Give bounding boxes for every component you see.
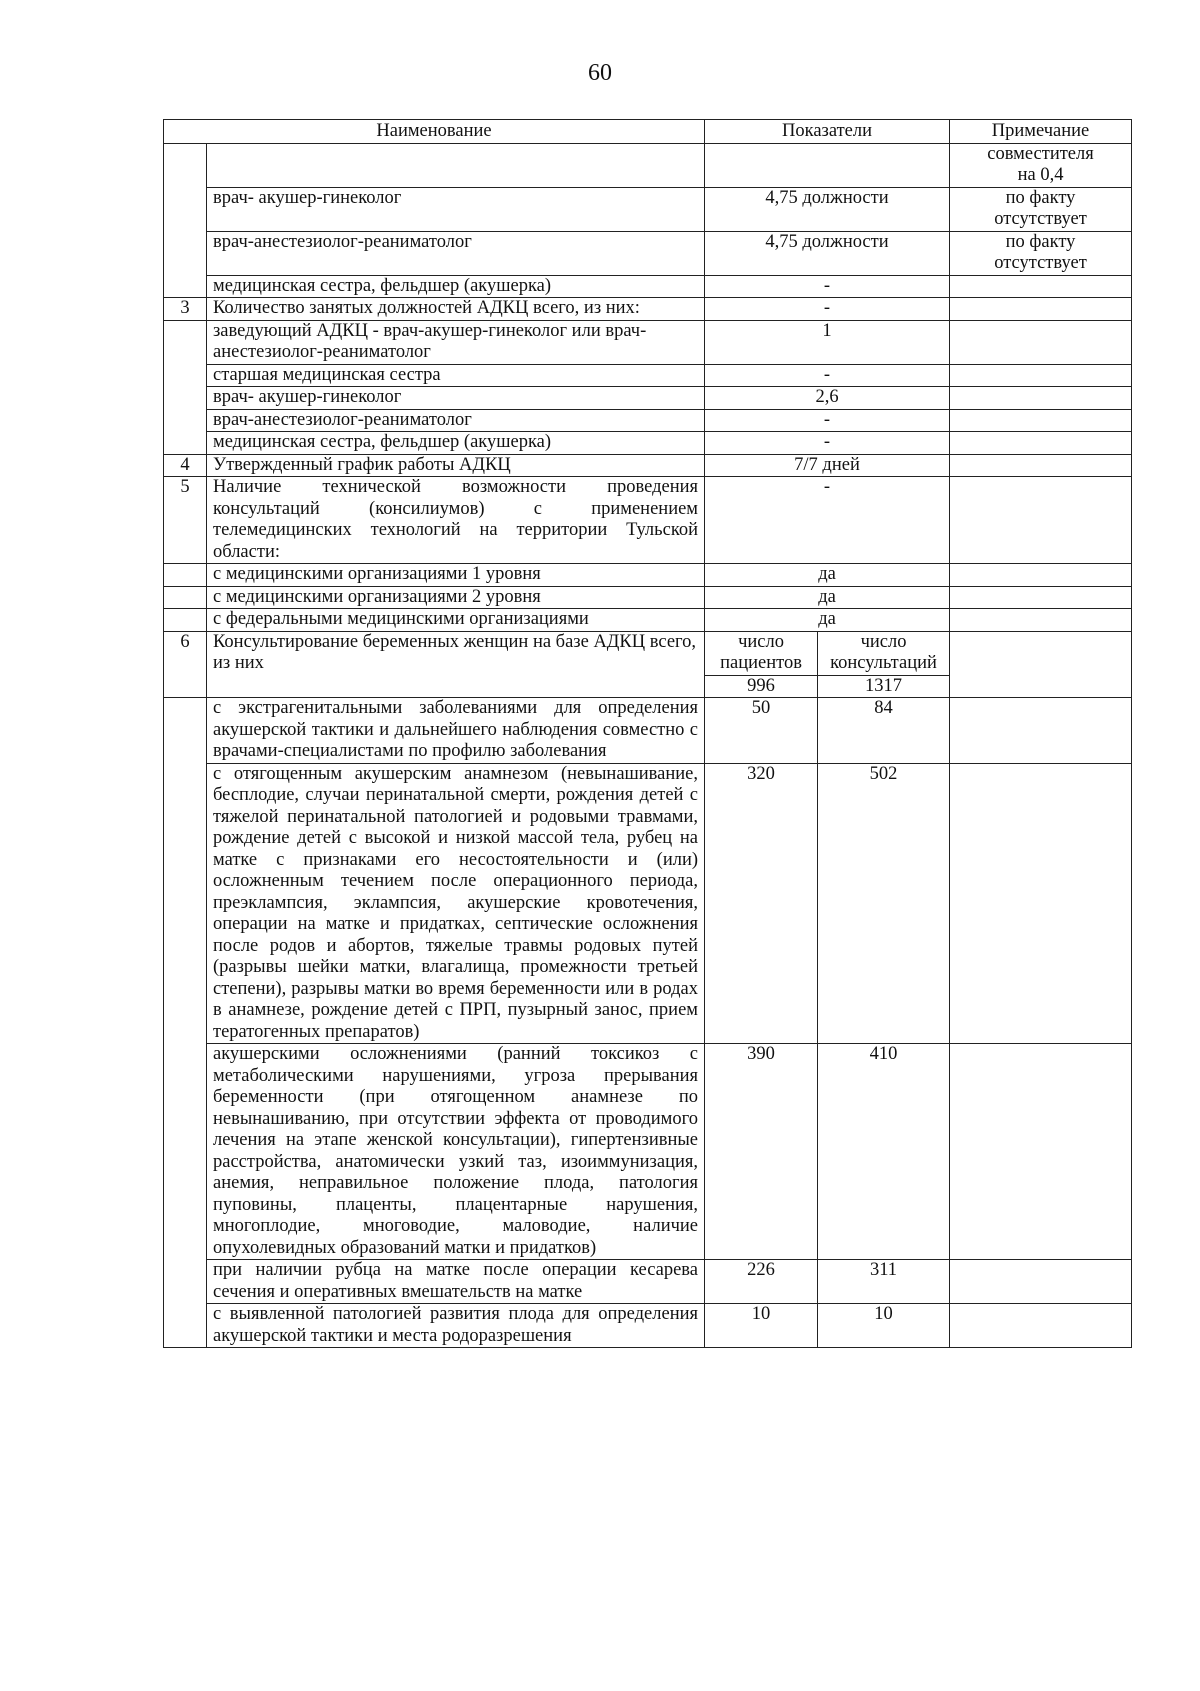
patients-cell: 390 (705, 1044, 818, 1260)
row-name-cell: с выявленной патологией развития плода для определения акушерской тактики и места родоразрешения (207, 1304, 705, 1348)
row-value-cell: - (705, 432, 950, 455)
row-name-cell: врач- акушер-гинеколог (207, 387, 705, 410)
row-note-cell (950, 1304, 1132, 1348)
table-row (164, 231, 1132, 275)
row-number-cell (164, 320, 207, 454)
row-note-cell (950, 477, 1132, 564)
row-value-cell: - (705, 477, 950, 564)
consultations-cell: 10 (818, 1304, 950, 1348)
consultations-header-line: консультаций (830, 653, 937, 673)
row-value-cell: 2,6 (705, 387, 950, 410)
header-note: Примечание (950, 120, 1132, 144)
row-name-cell: Утвержденный график работы АДКЦ (207, 454, 705, 477)
table-row (164, 631, 1132, 675)
patients-header-line: пациентов (720, 653, 802, 673)
row-name-cell: с медицинскими организациями 2 уровня (207, 586, 705, 609)
row-note-cell (950, 187, 1132, 231)
indicators-table (163, 119, 1132, 1348)
row-note-cell (950, 387, 1132, 410)
row-name-cell: Количество занятых должностей АДКЦ всего, из них: (207, 298, 705, 321)
row-note-cell (950, 231, 1132, 275)
row-number-cell (164, 609, 207, 632)
patients-header-cell (705, 631, 818, 675)
table-row (164, 698, 1132, 764)
row-note-cell (950, 564, 1132, 587)
row-number-cell (164, 143, 207, 298)
header-indicators: Показатели (705, 120, 950, 144)
table-row (164, 320, 1132, 364)
consultations-cell: 502 (818, 763, 950, 1044)
row-note-cell (950, 432, 1132, 455)
row-name-cell: с федеральными медицинскими организациями (207, 609, 705, 632)
consultations-cell: 311 (818, 1260, 950, 1304)
row-name-cell (207, 143, 705, 187)
patients-cell: 10 (705, 1304, 818, 1348)
row-note-cell (950, 364, 1132, 387)
table-row (164, 564, 1132, 587)
row-note-cell (950, 763, 1132, 1044)
row-note-cell (950, 298, 1132, 321)
note-line: на 0,4 (1017, 165, 1064, 185)
row-number-cell: 3 (164, 298, 207, 321)
table-row (164, 609, 1132, 632)
row-name-cell: медицинская сестра, фельдшер (акушерка) (207, 275, 705, 298)
table-row (164, 1260, 1132, 1304)
patients-total-cell: 996 (705, 675, 818, 698)
table-row (164, 143, 1132, 187)
row-value-cell: - (705, 409, 950, 432)
table-row (164, 1304, 1132, 1348)
row-value-cell: 7/7 дней (705, 454, 950, 477)
patients-cell: 226 (705, 1260, 818, 1304)
table-row (164, 364, 1132, 387)
row-name-cell: Консультирование беременных женщин на базе АДКЦ всего, из них (207, 631, 705, 698)
table-row (164, 763, 1132, 1044)
note-line: отсутствует (994, 209, 1087, 229)
table-row (164, 275, 1132, 298)
note-line: по факту (1005, 187, 1076, 208)
consultations-cell: 84 (818, 698, 950, 764)
row-value-cell: 4,75 должности (705, 231, 950, 275)
row-note-cell (950, 275, 1132, 298)
row-note-cell (950, 320, 1132, 364)
row-value-cell: 4,75 должности (705, 187, 950, 231)
row-number-cell (164, 564, 207, 587)
row-name-cell: врач- акушер-гинеколог (207, 187, 705, 231)
row-value-cell: 1 (705, 320, 950, 364)
row-value-cell: да (705, 564, 950, 587)
row-number-cell: 5 (164, 477, 207, 564)
table-row (164, 477, 1132, 564)
header-name: Наименование (164, 120, 705, 144)
table-row (164, 298, 1132, 321)
row-note-cell (950, 698, 1132, 764)
row-number-cell (164, 698, 207, 1348)
page-number: 60 (588, 60, 612, 86)
consultations-total-cell: 1317 (818, 675, 950, 698)
row-note-cell (950, 1044, 1132, 1260)
row-name-cell: Наличие технической возможности проведения консультаций (консилиумов) с применением телемедицинских технологий на территории Тульской области: (207, 477, 705, 564)
table-row (164, 187, 1132, 231)
row-name-cell: акушерскими осложнениями (ранний токсикоз с метаболическими нарушениями, угроза прерывания беременности (при отягощенном анамнезе по невынашиванию, при отсутствии эффекта от проводимого лечения на этапе женской консультации), гипертензивные расстройства, анатомически узкий таз, изоиммунизация, анемия, неправильное положение плода, патология пуповины, плаценты, плацентарные нарушения, многоплодие, многоводие, маловодие, наличие опухолевидных образований матки и придатков) (207, 1044, 705, 1260)
table-row (164, 586, 1132, 609)
row-note-cell (950, 454, 1132, 477)
row-note-cell (950, 609, 1132, 632)
consultations-header-line: число (860, 631, 907, 652)
patients-cell: 50 (705, 698, 818, 764)
row-name-cell: с отягощенным акушерским анамнезом (невынашивание, бесплодие, случаи перинатальной смерти, рождения детей с тяжелой перинатальной патологией и родовыми травмами, рождение детей с высокой и низкой массой тела, рубец на матке с признаками его несостоятельности и (или) осложненным течением после операционного периода, преэклампсия, эклампсия, акушерские кровотечения, операции на матке и придатках, септические осложнения после родов и абортов, тяжелые травмы родовых путей (разрывы шейки матки, влагалища, промежности третьей степени), разрывы матки во время беременности или в родах в анамнезе, рождение детей с ПРП, пузырный занос, прием тератогенных препаратов) (207, 763, 705, 1044)
patients-cell: 320 (705, 763, 818, 1044)
row-name-cell: заведующий АДКЦ - врач-акушер-гинеколог или врач-анестезиолог-реаниматолог (207, 320, 705, 364)
table-header-row (164, 120, 1132, 144)
row-value-cell (705, 143, 950, 187)
row-name-cell: при наличии рубца на матке после операции кесарева сечения и оперативных вмешательств на матке (207, 1260, 705, 1304)
row-value-cell: - (705, 275, 950, 298)
row-value-cell: да (705, 609, 950, 632)
row-value-cell: да (705, 586, 950, 609)
row-name-cell: врач-анестезиолог-реаниматолог (207, 231, 705, 275)
row-name-cell: медицинская сестра, фельдшер (акушерка) (207, 432, 705, 455)
consultations-header-cell (818, 631, 950, 675)
row-name-cell: с экстрагенитальными заболеваниями для определения акушерской тактики и дальнейшего наблюдения совместно с врачами-специалистами по профилю заболевания (207, 698, 705, 764)
row-note-cell (950, 586, 1132, 609)
row-note-cell (950, 1260, 1132, 1304)
row-name-cell: с медицинскими организациями 1 уровня (207, 564, 705, 587)
note-line: по факту (1005, 231, 1076, 252)
row-note-cell (950, 143, 1132, 187)
row-number-cell: 4 (164, 454, 207, 477)
note-line: совместителя (987, 143, 1094, 164)
row-note-cell (950, 631, 1132, 698)
row-name-cell: старшая медицинская сестра (207, 364, 705, 387)
table-row (164, 409, 1132, 432)
note-line: отсутствует (994, 253, 1087, 273)
consultations-cell: 410 (818, 1044, 950, 1260)
row-number-cell: 6 (164, 631, 207, 698)
row-name-cell: врач-анестезиолог-реаниматолог (207, 409, 705, 432)
row-value-cell: - (705, 364, 950, 387)
table-row (164, 1044, 1132, 1260)
table-row (164, 387, 1132, 410)
table-row (164, 432, 1132, 455)
patients-header-line: число (738, 631, 784, 652)
row-value-cell: - (705, 298, 950, 321)
row-note-cell (950, 409, 1132, 432)
table-row (164, 454, 1132, 477)
row-number-cell (164, 586, 207, 609)
